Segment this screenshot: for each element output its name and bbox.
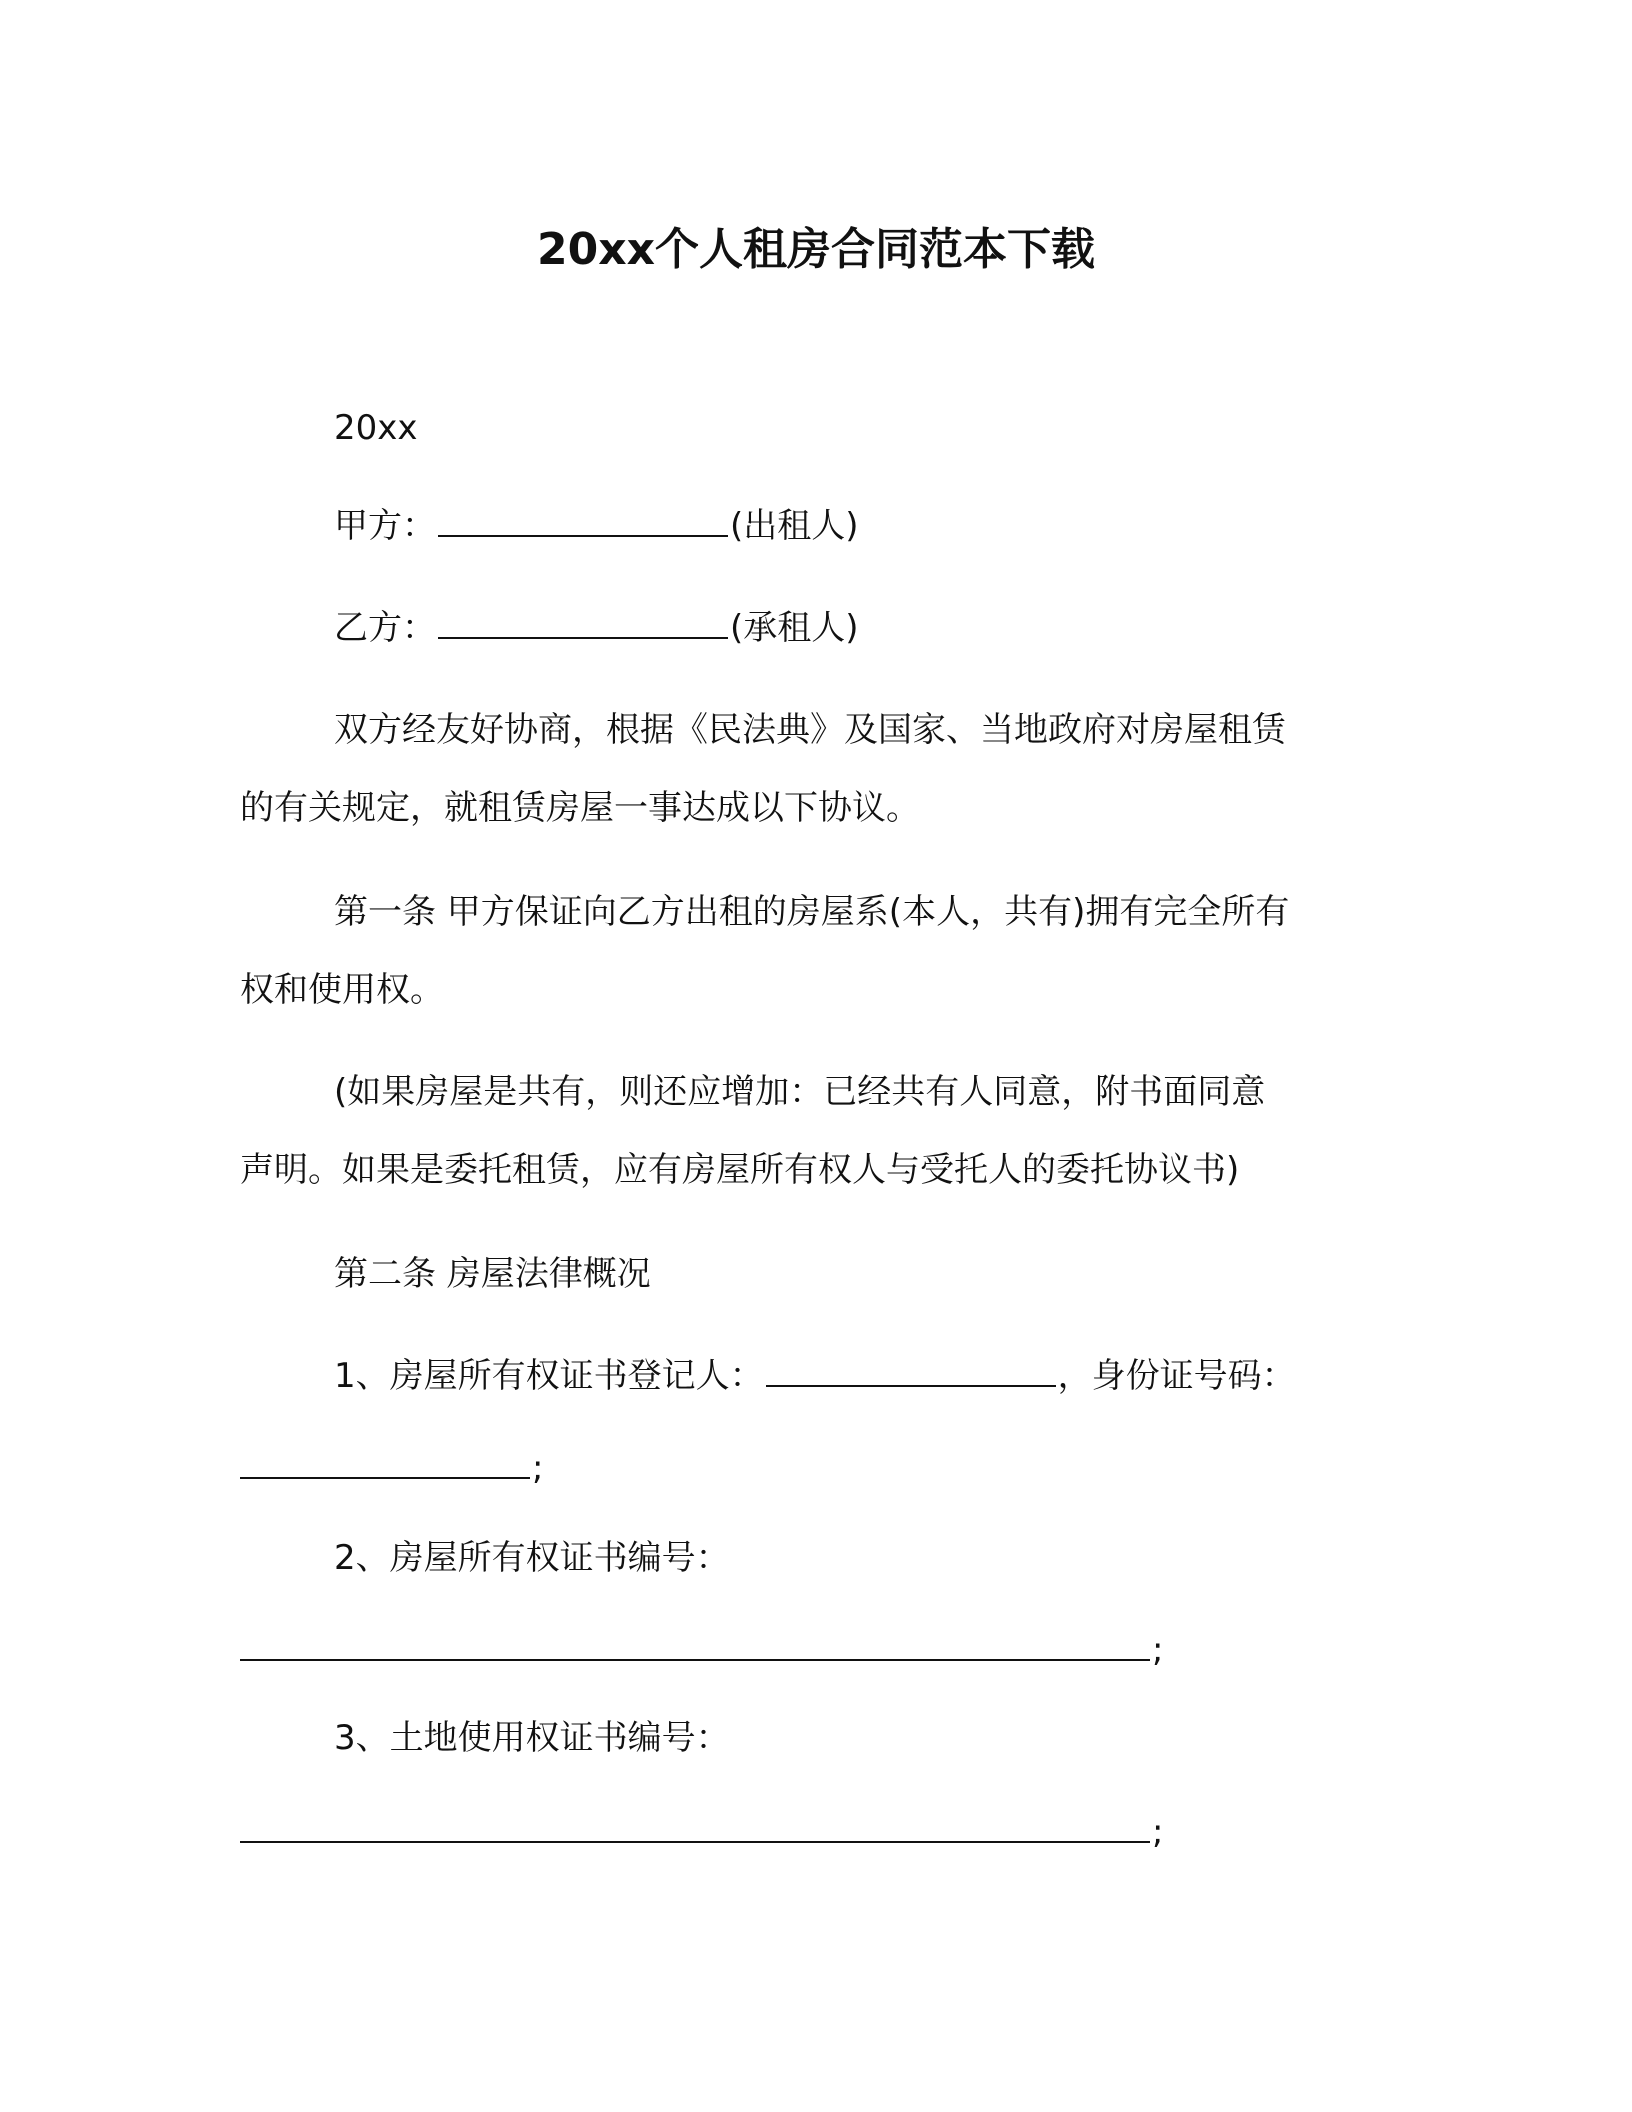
item3-end: ; [1152,1812,1164,1852]
item1-id-blank [240,1447,530,1479]
party-a-blank [438,505,728,537]
article2-item2-cont [240,1626,1163,1674]
date-line: 20xx [334,408,418,448]
item2-number-blank [240,1629,1150,1661]
item1-label: 1、房屋所有权证书登记人： [334,1356,764,1396]
article2-item2-line: 2、房屋所有权证书编号： [334,1538,730,1578]
item1-registrant-blank [766,1355,1056,1387]
article2-item3-cont [240,1808,1163,1856]
item3-number-blank [240,1811,1150,1843]
party-a-role: (出租人) [730,506,859,546]
item1-id-label: ，身份证号码： [1057,1356,1296,1396]
note-line-2: 声明。如果是委托租赁，应有房屋所有权人与受托人的委托协议书) [240,1150,1240,1190]
item1-end: ; [532,1448,544,1488]
document-title: 20xx个人租房合同范本下载 [537,224,1095,275]
article2-item1-cont [240,1444,543,1492]
article2-item3-line: 3、土地使用权证书编号： [334,1718,730,1758]
note-line-1: (如果房屋是共有，则还应增加：已经共有人同意，附书面同意 [334,1072,1266,1112]
article1-line-1: 第一条 甲方保证向乙方出租的房屋系(本人，共有)拥有完全所有 [334,892,1290,932]
party-a-label: 甲方： [334,506,436,546]
item2-end: ; [1152,1630,1164,1670]
party-a-line [334,502,859,550]
party-b-role: (承租人) [730,608,859,648]
party-b-blank [438,607,728,639]
party-b-line [334,604,859,652]
article2-item1-line [334,1352,1296,1400]
article1-line-2: 权和使用权。 [240,970,444,1010]
article2-heading: 第二条 房屋法律概况 [334,1254,651,1294]
preamble-line-2: 的有关规定，就租赁房屋一事达成以下协议。 [240,788,920,828]
preamble-line-1: 双方经友好协商，根据《民法典》及国家、当地政府对房屋租赁 [334,710,1286,750]
party-b-label: 乙方： [334,608,436,648]
